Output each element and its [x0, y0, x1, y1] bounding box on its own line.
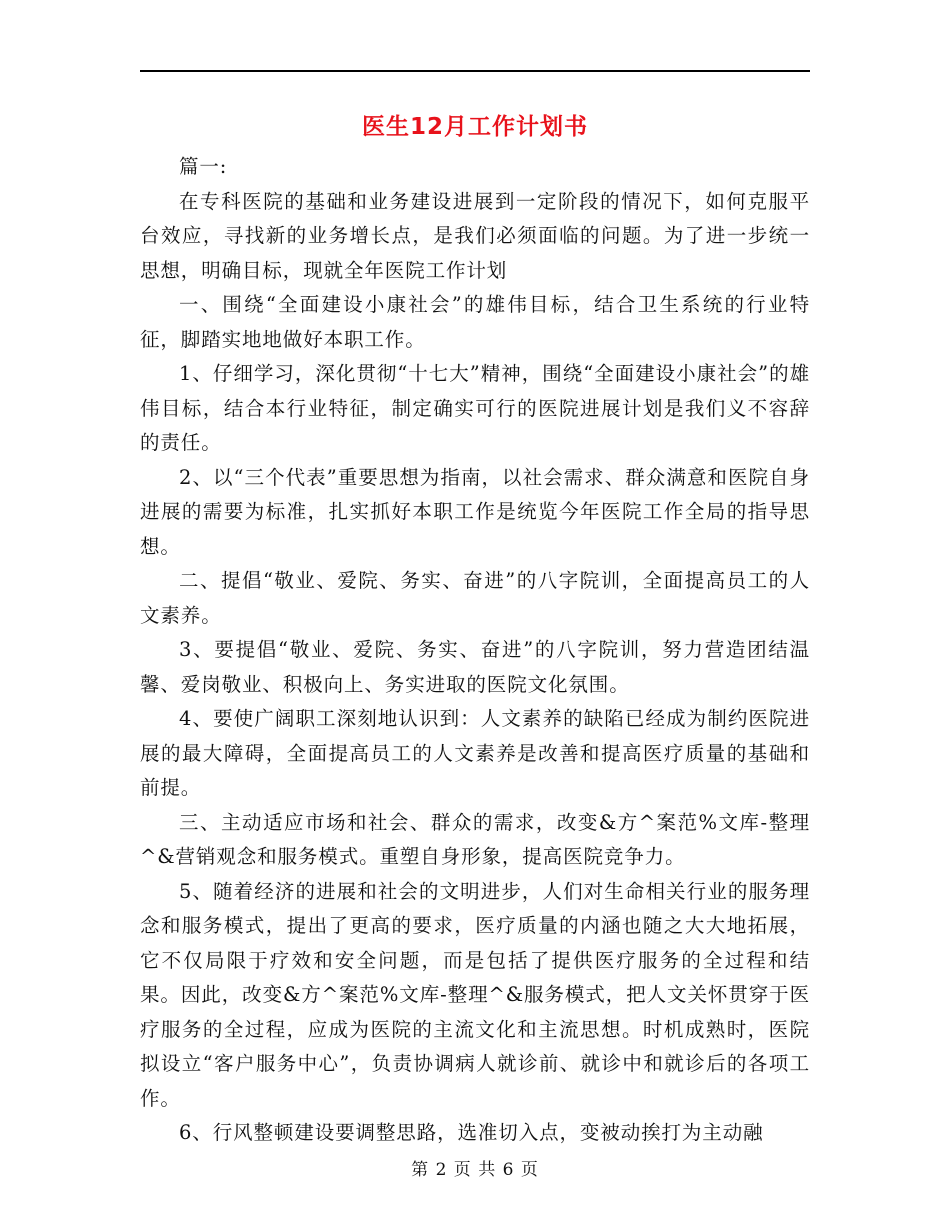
page-number-footer: 第 2 页 共 6 页 — [411, 1160, 539, 1180]
paragraph-item-6: 6、行风整顿建设要调整思路，选准切入点，变被动挨打为主动融 — [179, 1121, 764, 1144]
header-rule — [140, 70, 810, 72]
paragraph-item-2: 2、以“三个代表”重要思想为指南，以社会需求、群众满意和医院自身进展的需要为标准，扎实抓好本职工作是统览今年医院工作全局的指导思想。 — [140, 465, 810, 558]
paragraph-section-three: 三、主动适应市场和社会、群众的需求，改变&方^案范%文库-整理^&营销观念和服务模式。重塑自身形象，提高医院竞争力。 — [140, 810, 810, 868]
paragraph-item-4: 4、要使广阔职工深刻地认识到：人文素养的缺陷已经成为制约医院进展的最大障碍，全面提高员工的人文素养是改善和提高医疗质量的基础和前提。 — [140, 707, 810, 799]
paragraph-section-one: 一、围绕“全面建设小康社会”的雄伟目标，结合卫生系统的行业特征，脚踏实地地做好本职工作。 — [140, 293, 810, 351]
paragraph-item-3: 3、要提倡“敬业、爱院、务实、奋进”的八字院训，努力营造团结温馨、爱岗敬业、积极向上、务实进取的医院文化氛围。 — [140, 638, 810, 696]
paragraph-heading: 篇一: — [179, 155, 228, 178]
paragraph-section-two: 二、提倡“敬业、爱院、务实、奋进”的八字院训，全面提高员工的人文素养。 — [140, 569, 810, 627]
paragraph-item-5: 5、随着经济的进展和社会的文明进步，人们对生命相关行业的服务理念和服务模式，提出了更高的要求，医疗质量的内涵也随之大大地拓展，它不仅局限于疗效和安全问题，而是包括了提供医疗服务的全过程和结果。因此，改变&方^案范%文库-整理^&服务模式，把人文关怀贯穿于医疗服务的全过程，应成为医院的主流文化和主流思想。时机成熟时，医院拟设立“客户服务中心”，负责协调病人就诊前、就诊中和就诊后的各项工作。 — [140, 879, 810, 1110]
document-title: 医生12月工作计划书 — [361, 114, 588, 140]
paragraph-item-1: 1、仔细学习，深化贯彻“十七大”精神，围绕“全面建设小康社会”的雄伟目标，结合本行业特征，制定确实可行的医院进展计划是我们义不容辞的责任。 — [140, 362, 810, 454]
paragraph: 在专科医院的基础和业务建设进展到一定阶段的情况下，如何克服平台效应，寻找新的业务增长点，是我们必须面临的问题。为了进一步统一思想，明确目标，现就全年医院工作计划 — [140, 189, 810, 282]
document-body — [140, 150, 810, 1151]
